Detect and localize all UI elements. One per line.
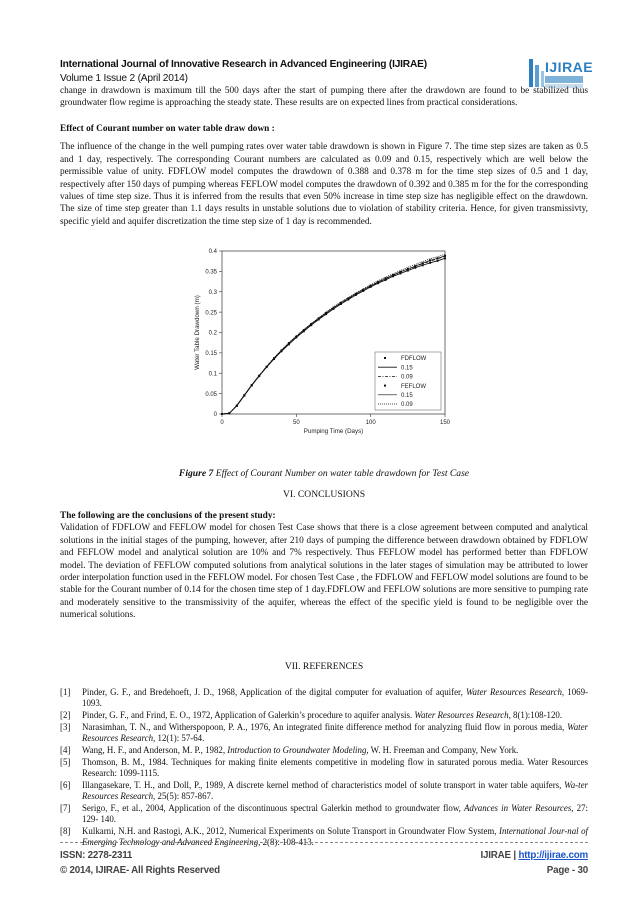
- y-tick-label: 0.05: [205, 391, 217, 398]
- data-point-feflow-0-15: [355, 293, 357, 295]
- figure-7-chart: [180, 244, 460, 444]
- data-point-fdflow-0-15: [444, 257, 446, 259]
- data-point-feflow-0-15: [280, 349, 282, 351]
- reference-text-main: Pinder, G. F., and Bredehoeft, J. D., 1968, Application of the digital computer for evaluation of aquifer,: [82, 687, 466, 697]
- reference-text: [82, 710, 588, 721]
- data-point-feflow-0-15: [273, 357, 275, 359]
- reference-source: Water Resources Research,: [414, 710, 511, 721]
- legend-label: 0.15: [401, 393, 413, 399]
- conclusions-section: [60, 510, 588, 622]
- legend-label: FEFLOW: [401, 383, 426, 390]
- y-tick-label: 0.35: [205, 269, 217, 276]
- reference-pages: 8(1):108-120.: [510, 710, 563, 721]
- y-tick-label: 0: [213, 412, 217, 419]
- reference-pages: 2(8): 108-413.: [260, 837, 314, 848]
- legend-marker: [384, 385, 386, 387]
- reference-text-main: Illangasekare, T. H., and Doll, P., 1989, A discrete kernel method of characteristics model of solute transport in water table aquifers,: [82, 779, 565, 790]
- y-tick-label: 0.15: [205, 351, 217, 358]
- legend-marker: [384, 357, 386, 359]
- reference-pages: 27: 129- 140.: [82, 802, 588, 825]
- courant-heading: Effect of Courant number on water table draw down :: [60, 124, 275, 134]
- data-point-feflow-0-15: [295, 336, 297, 338]
- data-point-feflow-0-15: [422, 262, 424, 264]
- data-point-feflow-0-15: [444, 255, 446, 257]
- y-tick-label: 0.1: [208, 371, 217, 378]
- journal-volume: Volume 1 Issue 2 (April 2014): [60, 73, 188, 84]
- data-point-feflow-0-15: [414, 265, 416, 267]
- reference-number: [5]: [60, 756, 71, 767]
- footer-divider: [60, 842, 588, 843]
- data-point-feflow-0-15: [288, 342, 290, 344]
- reference-source: Wa-ter Resources Research,: [82, 779, 588, 802]
- footer-issn: ISSN: 2278-2311: [60, 850, 133, 861]
- x-axis-label: Pumping Time (Days): [303, 428, 364, 435]
- logo-text: IJIRAE: [545, 59, 594, 75]
- data-point-feflow-0-15: [347, 297, 349, 299]
- reference-source: Water Resources Research,: [465, 687, 565, 697]
- data-point-feflow-0-15: [258, 375, 260, 377]
- reference-number: [8]: [60, 826, 71, 837]
- reference-text: [82, 826, 588, 849]
- reference-pages: 12(1): 57-64.: [155, 733, 205, 744]
- figure-label: Figure 7: [178, 468, 214, 479]
- data-point-feflow-0-15: [385, 277, 387, 279]
- footer-site-link[interactable]: http://ijirae.com: [518, 850, 588, 861]
- reference-source: Advances in Water Resources,: [464, 802, 574, 813]
- legend-label: 0.09: [401, 402, 413, 409]
- data-point-fdflow-0-15: [437, 260, 439, 262]
- footer-site-label: IJIRAE |: [480, 850, 519, 861]
- y-tick-label: 0.3: [208, 289, 217, 296]
- x-tick-label: 50: [292, 420, 300, 426]
- data-point-feflow-0-15: [429, 259, 431, 261]
- reference-pages: 1069-1093.: [82, 687, 588, 709]
- reference-text: [82, 722, 588, 745]
- data-point-feflow-0-15: [318, 317, 320, 319]
- y-tick-label: 0.25: [205, 310, 217, 317]
- data-point-feflow-0-15: [407, 268, 409, 270]
- legend-label: 0.09: [401, 374, 413, 381]
- reference-item: [60, 722, 588, 745]
- reference-pages: 25(5): 857-867.: [155, 791, 214, 802]
- reference-text-main: Pinder, G. F., and Frind, E. O., 1972, Application of Galerkin’s procedure to aquifer analysis.: [82, 710, 415, 721]
- figure-caption: [60, 468, 588, 479]
- legend-label: 0.15: [401, 365, 413, 372]
- reference-text: [82, 745, 588, 756]
- data-point-feflow-0-15: [236, 404, 238, 406]
- footer-page-number: Page - 30: [546, 865, 588, 876]
- references-list: [60, 687, 588, 849]
- reference-text: [82, 803, 588, 826]
- reference-item: [60, 826, 588, 849]
- data-point-feflow-0-15: [437, 257, 439, 259]
- x-tick-label: 100: [365, 420, 376, 426]
- intro-paragraph: change in drawdown is maximum till the 500 days after the start of pumping there after the drawdown are found to be stabilized thus groundwater flow regime is approaching the steady state. These results are on expected lines from practical considerations.: [60, 86, 588, 109]
- reference-pages: W. H. Freeman and Company, New York.: [368, 744, 519, 755]
- reference-text-main: Thomson, B. M., 1984. Techniques for making finite elements competitive in modeling flow in saturated porous media. Water Resources Research: 1099-1115.: [82, 756, 588, 779]
- data-point-feflow-0-15: [333, 307, 335, 309]
- reference-number: [3]: [60, 721, 71, 732]
- x-tick-label: 0: [220, 420, 224, 426]
- reference-number: [4]: [60, 744, 71, 755]
- data-point-feflow-0-15: [266, 366, 268, 368]
- reference-source: Introduction to Groundwater Modeling,: [227, 744, 369, 755]
- reference-number: [6]: [60, 779, 71, 790]
- reference-source: International Jour-nal of Emerging Technology and Advanced Engineering,: [82, 826, 588, 848]
- reference-item: [60, 745, 588, 756]
- reference-item: [60, 780, 588, 803]
- footer-right: [480, 848, 588, 878]
- references-heading: VII. REFERENCES: [284, 661, 364, 672]
- data-point-feflow-0-15: [362, 289, 364, 291]
- footer-copyright: © 2014, IJIRAE- All Rights Reserved: [60, 865, 220, 876]
- reference-item: [60, 803, 588, 826]
- y-axis-label: Water Table Drawdown (m): [194, 295, 201, 370]
- legend-label: FDFLOW: [401, 356, 427, 363]
- reference-text: [82, 687, 588, 710]
- data-point-feflow-0-15: [370, 285, 372, 287]
- reference-text: [82, 757, 588, 780]
- data-point-feflow-0-15: [303, 329, 305, 331]
- journal-header: [60, 58, 427, 86]
- data-point-fdflow-0-15: [429, 262, 431, 264]
- journal-title: International Journal of Innovative Research in Advanced Engineering (IJIRAE): [60, 59, 427, 70]
- conclusions-heading: VI. CONCLUSIONS: [282, 489, 366, 500]
- courant-paragraph: The influence of the change in the well pumping rates over water table drawdown is shown in Figure 7. The time step sizes are taken as 0.5 and 1 day, respectively. The corresponding Courant numbers are calculated as 0.09 and 0.15, respectively which are well below the permissible value of unity. FDFLOW model computes the drawdown of 0.388 and 0.378 m for the time step sizes of 0.5 and 1 day, respectively after 150 days of pumping whereas FEFLOW model computes the drawdown of 0.392 and 0.385 m for the for the corresponding values of time step size. Thus it is inferred from the results that even 50% increase in time step size has negligible effect on the drawdown. The size of time step greater than 1.1 days results in unstable solutions due to violation of stability criteria. Hence, for given transmissivty, specific yield and aquifer discretization the time step size of 1 day is recommended.: [60, 142, 588, 227]
- reference-number: [7]: [60, 802, 71, 813]
- data-point-feflow-0-15: [340, 302, 342, 304]
- y-tick-label: 0.4: [208, 249, 217, 256]
- reference-text-main: Kulkarni, N.H. and Rastogi, A.K., 2012, Numerical Experiments on Solute Transport in Groundwater Flow System,: [82, 826, 499, 837]
- reference-text-main: Narasimhan, T. N., and Witherspopoon, P. A., 1976, An integrated finite difference method for analyzing fluid flow in porous media,: [82, 721, 568, 732]
- reference-text-main: Wang, H. F., and Anderson, M. P., 1982,: [82, 744, 228, 755]
- reference-source: Water Resources Research,: [82, 721, 588, 744]
- conclusions-intro: The following are the conclusions of the present study:: [60, 511, 276, 521]
- reference-number: [2]: [60, 710, 71, 721]
- data-point-feflow-0-15: [325, 312, 327, 314]
- conclusions-paragraph: Validation of FDFLOW and FEFLOW model for chosen Test Case shows that there is a close agreement between computed and analytical solutions in the initial stages of the pumping, however, after 210 days of pumping the difference between drawdown obtained by FDFLOW and FEFLOW model and analytical solution are 10% and 7% respectively. Thus FEFLOW model has performed better than FDFLOW model. The deviation of FEFLOW computed solutions from analytical solutions in the later stages of simulation may be attributed to lower order interpolation function used in the FEFLOW model. For chosen Test Case , the FDFLOW and FEFLOW model solutions are found to be stable for the Courant number of 0.14 for the chosen time step of 1 day.FDFLOW and FEFLOW solutions are more sensitive to pumping rate and moderately sensitive to the transmissivity of the aquifer, whereas the effect of the specific yield is found to be negligible over the numerical solutions.: [60, 523, 588, 621]
- x-tick-label: 150: [439, 420, 451, 426]
- data-point-feflow-0-15: [392, 274, 394, 276]
- reference-number: [1]: [60, 687, 71, 697]
- data-point-feflow-0-15: [310, 323, 312, 325]
- data-point-feflow-0-15: [243, 394, 245, 396]
- reference-text-main: Serigo, F., et al., 2004, Application of the discontinuous spectral Galerkin method to groundwater flow,: [82, 802, 464, 813]
- logo-stripe: [545, 76, 583, 83]
- reference-text: [82, 780, 588, 803]
- reference-item: [60, 687, 588, 710]
- data-point-feflow-0-15: [377, 281, 379, 283]
- reference-item: [60, 757, 588, 780]
- data-point-feflow-0-15: [228, 412, 230, 414]
- data-point-feflow-0-15: [251, 384, 253, 386]
- y-tick-label: 0.2: [208, 330, 217, 337]
- courant-section: [60, 123, 588, 228]
- data-point-fdflow-0-15: [422, 264, 424, 266]
- data-point-feflow-0-15: [221, 413, 223, 415]
- figure-caption-text: Effect of Courant Number on water table drawdown for Test Case: [213, 468, 470, 479]
- data-point-feflow-0-15: [399, 271, 401, 273]
- footer-left: [60, 848, 220, 878]
- reference-item: [60, 710, 588, 721]
